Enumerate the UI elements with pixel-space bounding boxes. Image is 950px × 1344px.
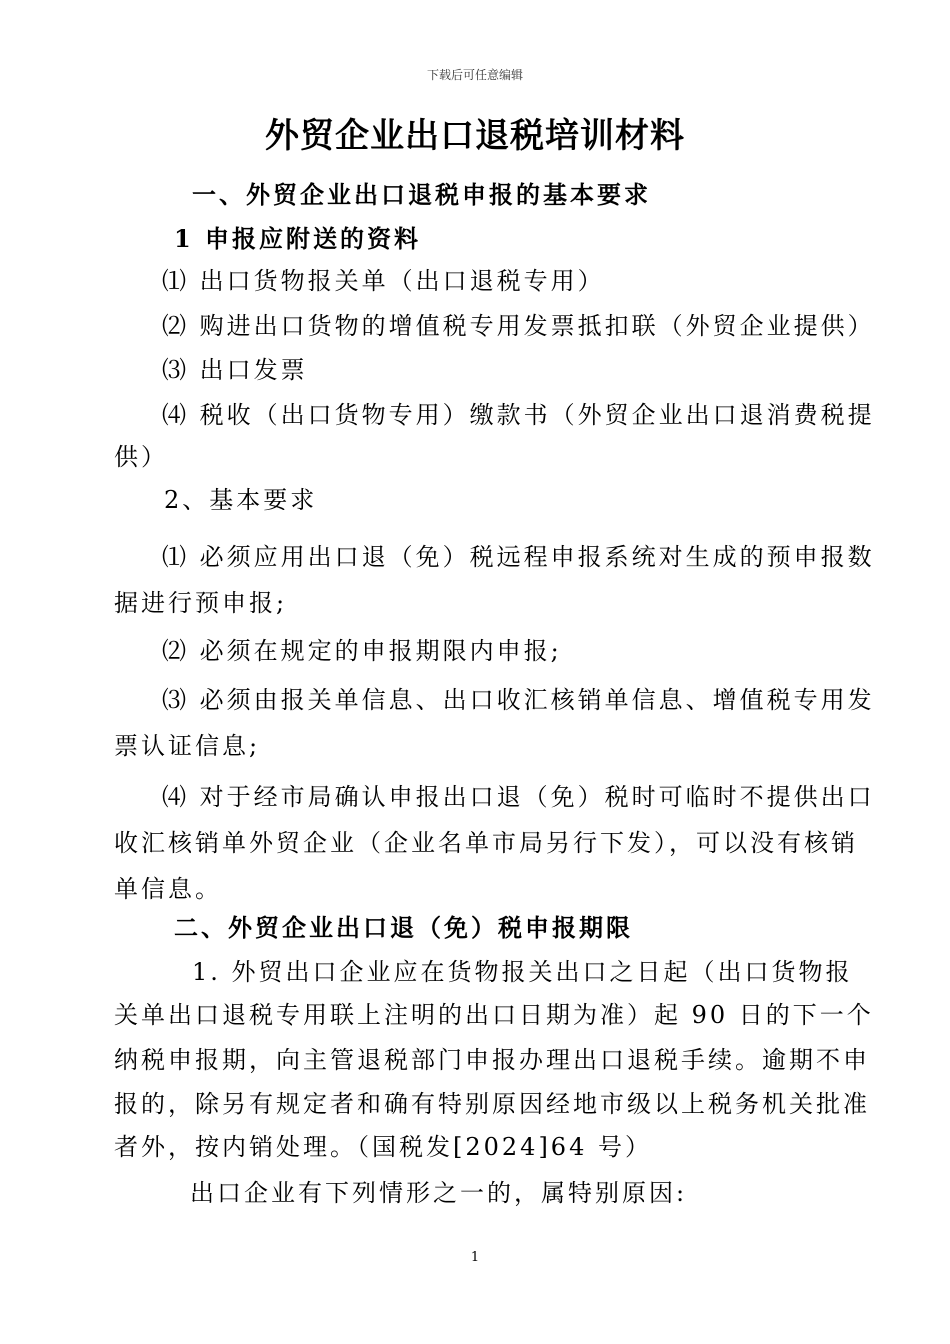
requirement-continuation: 票认证信息; <box>114 732 261 760</box>
page-number: 1 <box>470 1250 480 1265</box>
list-item: ⑶ 出口发票 <box>162 356 308 384</box>
paragraph-line: 报的，除另有规定者和确有特别原因经地市级以上税务机关批准 <box>114 1090 870 1118</box>
section-1-heading: 一、外贸企业出口退税申报的基本要求 <box>192 180 651 209</box>
requirement-item: ⑴ 必须应用出口退（免）税远程申报系统对生成的预申报数 <box>162 543 875 571</box>
paragraph-line: 1. 外贸出口企业应在货物报关出口之日起（出口货物报 <box>192 958 853 986</box>
paragraph-line: 关单出口退税专用联上注明的出口日期为准）起 90 日的下一个 <box>114 1001 874 1029</box>
section-2-heading: 二、外贸企业出口退（免）税申报期限 <box>174 913 633 942</box>
header-note: 下载后可任意编辑 <box>426 68 523 82</box>
section-1-subheading-1: 1 申报应附送的资料 <box>174 224 422 253</box>
list-item-continuation: 供） <box>114 443 168 471</box>
list-item: ⑴ 出口货物报关单（出口退税专用） <box>162 267 605 295</box>
paragraph-line: 出口企业有下列情形之一的，属特别原因: <box>190 1179 688 1207</box>
requirement-item: ⑵ 必须在规定的申报期限内申报; <box>162 637 562 665</box>
paragraph-line: 者外，按内销处理。（国税发[2024]64 号） <box>114 1133 652 1161</box>
document-title: 外贸企业出口退税培训材料 <box>265 116 685 156</box>
list-item: ⑷ 税收（出口货物专用）缴款书（外贸企业出口退消费税提 <box>162 401 875 429</box>
requirement-item: ⑶ 必须由报关单信息、出口收汇核销单信息、增值税专用发 <box>162 686 875 714</box>
requirement-continuation: 据进行预申报; <box>114 589 288 617</box>
paragraph-line: 纳税申报期，向主管退税部门申报办理出口退税手续。逾期不申 <box>114 1046 870 1074</box>
requirement-continuation: 单信息。 <box>114 875 222 903</box>
section-1-subheading-2: 2、基本要求 <box>164 486 318 514</box>
requirement-item: ⑷ 对于经市局确认申报出口退（免）税时可临时不提供出口 <box>162 783 875 811</box>
requirement-continuation: 收汇核销单外贸企业（企业名单市局另行下发），可以没有核销 <box>114 829 858 857</box>
list-item: ⑵ 购进出口货物的增值税专用发票抵扣联（外贸企业提供） <box>162 312 875 340</box>
